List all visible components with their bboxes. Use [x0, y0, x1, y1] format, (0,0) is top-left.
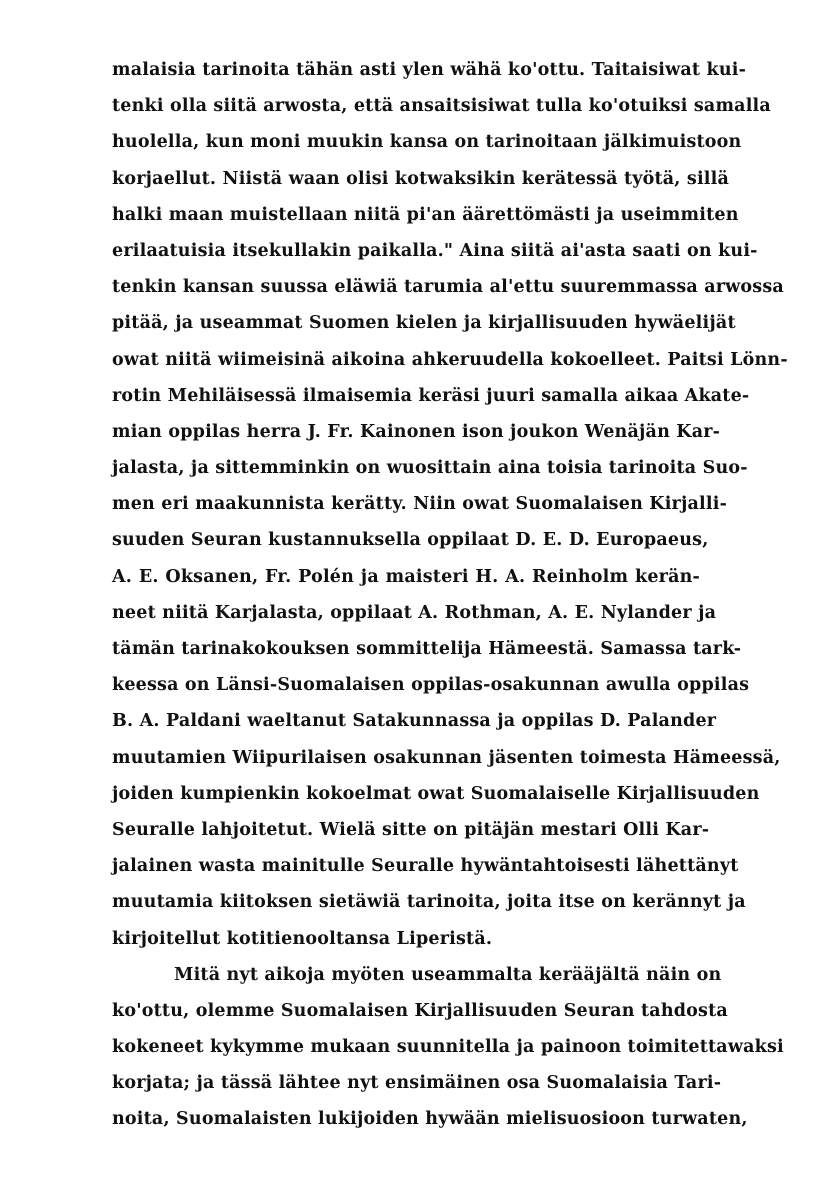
text-line: suuden Seuran kustannuksella oppilaat D. E. D. Europaeus, — [112, 530, 709, 551]
text-line: jalainen wasta mainitulle Seuralle hywäntahtoisesti lähettänyt — [112, 856, 739, 877]
paragraph-2 — [112, 957, 784, 1138]
text-line: tämän tarinakokouksen sommittelija Hämeestä. Samassa tark- — [112, 639, 742, 659]
page-text — [112, 52, 788, 1138]
text-line: muutamia kiitoksen sietäwiä tarinoita, joita itse on kerännyt ja — [112, 892, 746, 913]
text-line: B. A. Paldani waeltanut Satakunnassa ja oppilas D. Palander — [112, 711, 717, 732]
text-line: noita, Suomalaisten lukijoiden hywään mielisuosioon turwaten, — [112, 1109, 748, 1130]
text-line: halki maan muistellaan niitä pi'an äärettömästi ja useimmiten — [112, 204, 739, 225]
text-line: korjata; ja tässä lähtee nyt ensimäinen osa Suomalaisia Tari- — [112, 1073, 722, 1094]
text-line: tenkin kansan suussa eläwiä tarumia al'ettu suuremmassa arwossa — [112, 277, 784, 298]
text-line: Mitä nyt aikoja myöten useammalta kerääjältä näin on — [174, 964, 722, 985]
text-line: kirjoitellut kotitienooltansa Liperistä. — [112, 928, 493, 949]
text-line: huolella, kun moni muukin kansa on tarinoitaan jälkimuistoon — [112, 132, 742, 153]
text-line: malaisia tarinoita tähän asti ylen wähä ko'ottu. Taitaisiwat kui- — [112, 60, 747, 80]
text-line: korjaellut. Niistä waan olisi kotwaksikin kerätessä työtä, sillä — [112, 168, 730, 189]
text-line: jalasta, ja sittemminkin on wuosittain aina toisia tarinoita Suo- — [112, 458, 748, 479]
text-line: muutamien Wiipurilaisen osakunnan jäsenten toimesta Hämeessä, — [112, 747, 781, 768]
text-line: erilaatuisia itsekullakin paikalla." Aina siitä ai'asta saati on kui- — [112, 240, 758, 261]
text-line: owat niitä wiimeisinä aikoina ahkeruudella kokoelleet. Paitsi Lönn- — [112, 349, 788, 370]
text-line: neet niitä Karjalasta, oppilaat A. Rothman, A. E. Nylander ja — [112, 602, 717, 623]
text-line: keessa on Länsi-Suomalaisen oppilas-osakunnan awulla oppilas — [112, 675, 750, 696]
text-line: men eri maakunnista kerätty. Niin owat Suomalaisen Kirjalli- — [112, 494, 728, 515]
text-line: ko'ottu, olemme Suomalaisen Kirjallisuuden Seuran tahdosta — [112, 1000, 728, 1021]
text-line: Seuralle lahjoitetut. Wielä sitte on pitäjän mestari Olli Kar- — [112, 819, 710, 840]
paragraph-1 — [112, 52, 788, 957]
text-line: rotin Mehiläisessä ilmaisemia keräsi juuri samalla aikaa Akate- — [112, 385, 750, 406]
text-line: tenki olla siitä arwosta, että ansaitsisiwat tulla ko'otuiksi samalla — [112, 96, 771, 117]
text-line: kokeneet kykymme mukaan suunnitella ja painoon toimitettawaksi — [112, 1037, 784, 1058]
text-line: pitää, ja useammat Suomen kielen ja kirjallisuuden hywäelijät — [112, 313, 736, 334]
text-line: mian oppilas herra J. Fr. Kainonen ison joukon Wenäjän Kar- — [112, 421, 721, 442]
text-line: joiden kumpienkin kokoelmat owat Suomalaiselle Kirjallisuuden — [112, 783, 760, 804]
text-line: A. E. Oksanen, Fr. Polén ja maisteri H. A. Reinholm kerän- — [112, 566, 700, 587]
